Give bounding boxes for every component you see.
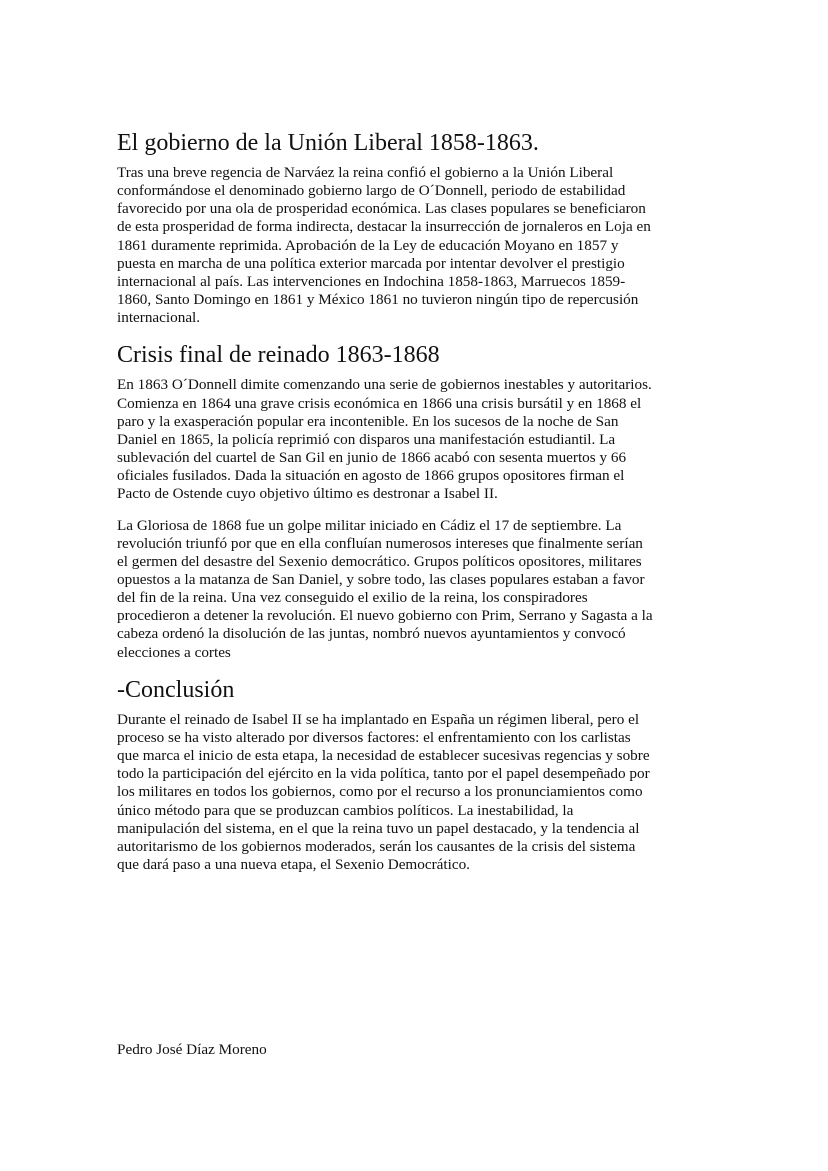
text-line: elecciones a cortes	[117, 643, 231, 661]
text-line: En 1863 O´Donnell dimite comenzando una serie de gobiernos inestables y autoritarios.	[117, 376, 652, 394]
text-line: revolución triunfó por que en ella confluían numerosos intereses que finalmente serían	[117, 534, 643, 552]
heading-conclusion: -Conclusión	[117, 676, 235, 703]
text-line: único método para que se produzcan cambios políticos. La inestabilidad, la	[117, 801, 574, 819]
text-line: 1861 duramente reprimida. Aprobación de la Ley de educación Moyano en 1857 y	[117, 236, 619, 254]
text-line: manipulación del sistema, en el que la reina tuvo un papel destacado, y la tendencia al	[117, 819, 640, 837]
author-name: Pedro José Díaz Moreno	[117, 1041, 267, 1058]
text-line: Tras una breve regencia de Narváez la reina confió el gobierno a la Unión Liberal	[117, 164, 614, 181]
text-line: internacional al país. Las intervenciones en Indochina 1858-1863, Marruecos 1859-	[117, 272, 626, 290]
text-line: paro y la exasperación popular era incontenible. En los sucesos de la noche de San	[117, 412, 619, 430]
heading-union-liberal: El gobierno de la Unión Liberal 1858-1863.	[117, 130, 539, 156]
text-line: procedieron a detener la revolución. El nuevo gobierno con Prim, Serrano y Sagasta a la	[117, 607, 653, 625]
document-page	[117, 128, 717, 887]
paragraph-union-liberal	[117, 164, 717, 327]
text-line: puesta en marcha de una política exterior marcada por intentar devolver el prestigio	[117, 254, 625, 272]
paragraph-crisis-2	[117, 517, 717, 662]
text-line: de esta prosperidad de forma indirecta, destacar la insurrección de jornaleros en Loja en	[117, 218, 651, 236]
section-conclusion	[117, 675, 717, 874]
text-line: los militares en todos los gobiernos, como por el recurso a los pronunciamientos como	[117, 783, 643, 801]
text-line: conformándose el denominado gobierno largo de O´Donnell, periodo de estabilidad	[117, 182, 626, 200]
text-line: Durante el reinado de Isabel II se ha implantado en España un régimen liberal, pero el	[117, 710, 640, 728]
text-line: proceso se ha visto alterado por diversos factores: el enfrentamiento con los carlistas	[117, 728, 631, 746]
paragraph-crisis-1	[117, 376, 717, 503]
text-line: autoritarismo de los gobiernos moderados, serán los causantes de la crisis del sistema	[117, 837, 636, 855]
text-line: del fin de la reina. Una vez conseguido el exilio de la reina, los conspiradores	[117, 589, 588, 607]
text-line: opuestos a la matanza de San Daniel, y sobre todo, las clases populares estaban a favor	[117, 570, 645, 588]
text-line: sublevación del cuartel de San Gil en junio de 1866 acabó con sesenta muertos y 66	[117, 449, 627, 467]
text-line: favorecido por una ola de prosperidad económica. Las clases populares se beneficiaron	[117, 200, 646, 218]
section-crisis-final	[117, 340, 717, 661]
text-line: internacional.	[117, 309, 201, 327]
paragraph-conclusion	[117, 711, 717, 874]
text-line: el germen del desastre del Sexenio democrático. Grupos políticos opositores, militares	[117, 552, 642, 570]
text-line: 1860, Santo Domingo en 1861 y México 1861 no tuvieron ningún tipo de repercusión	[117, 291, 639, 309]
text-line: oficiales fusilados. Dada la situación en agosto de 1866 grupos opositores firman el	[117, 467, 625, 485]
text-line: Daniel en 1865, la policía reprimió con disparos una manifestación estudiantil. La	[117, 430, 616, 448]
text-line: que dará paso a una nueva etapa, el Sexenio Democrático.	[117, 856, 470, 873]
text-line: La Gloriosa de 1868 fue un golpe militar iniciado en Cádiz el 17 de septiembre. La	[117, 516, 622, 534]
text-line: cabeza ordenó la disolución de las juntas, nombró nuevos ayuntamientos y convocó	[117, 625, 626, 643]
heading-crisis-final: Crisis final de reinado 1863-1868	[117, 342, 440, 369]
text-line: que marca el inicio de esta etapa, la necesidad de establecer sucesivas regencias y sobre	[117, 747, 650, 765]
text-line: Pacto de Ostende cuyo objetivo último es destronar a Isabel II.	[117, 485, 498, 503]
text-line: todo la participación del ejército en la vida política, tanto por el papel desempeñado por	[117, 765, 650, 783]
text-line: Comienza en 1864 una grave crisis económica en 1866 una crisis bursátil y en 1868 el	[117, 394, 642, 412]
section-union-liberal	[117, 128, 717, 327]
